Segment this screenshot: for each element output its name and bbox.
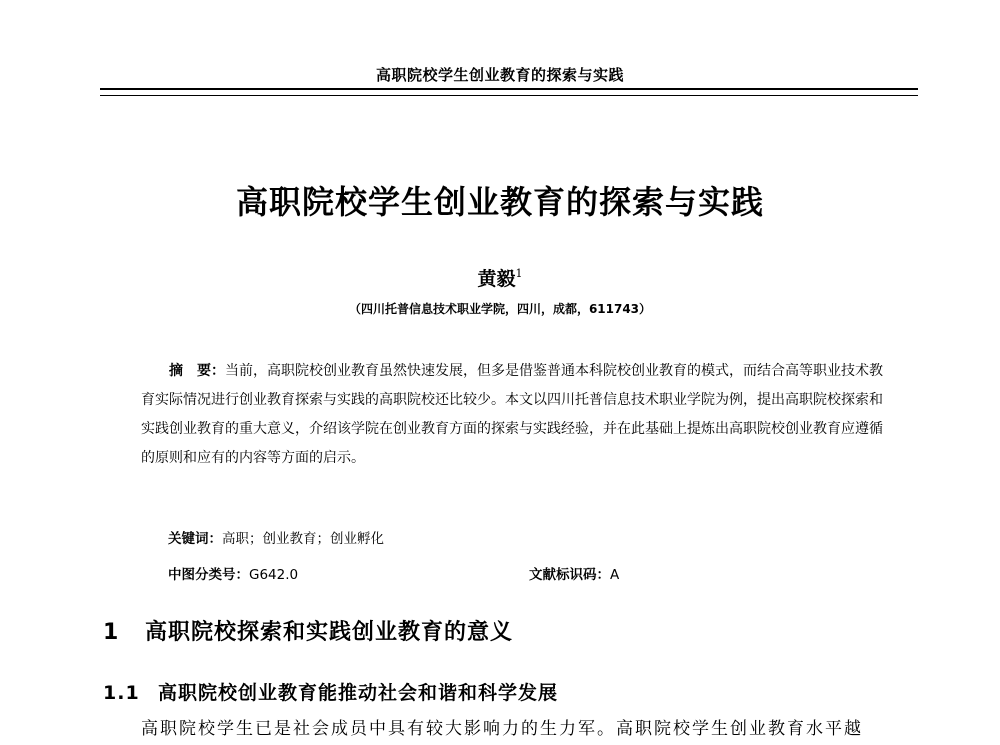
clc-value: G642.0	[249, 567, 299, 583]
section-number: 1	[103, 620, 120, 645]
section-title: 高职院校探索和实践创业教育的意义	[145, 620, 514, 645]
affiliation: （四川托普信息技术职业学院，四川，成都，611743）	[348, 302, 652, 316]
section-heading-1	[103, 615, 513, 646]
running-header: 高职院校学生创业教育的探索与实践	[375, 66, 624, 84]
abstract	[141, 357, 883, 473]
subsection-heading-1-1	[103, 678, 558, 705]
author-footnote-mark: 1	[515, 267, 523, 280]
document-code-label: 文献标识码：	[529, 567, 610, 583]
author-name: 黄毅	[477, 268, 516, 290]
header-rule-thick	[100, 88, 918, 90]
subsection-number: 1.1	[103, 682, 140, 704]
document-code-value: A	[610, 567, 620, 583]
clc-label: 中图分类号：	[168, 567, 249, 583]
subsection-title: 高职院校创业教育能推动社会和谐和科学发展	[158, 682, 559, 704]
clc-number	[168, 563, 298, 583]
abstract-label: 摘 要：	[169, 363, 225, 379]
keywords-label: 关键词：	[168, 531, 222, 547]
keywords	[168, 527, 384, 547]
document-code	[529, 563, 619, 583]
header-rule-thin	[100, 95, 918, 96]
body-paragraph: 高职院校学生已是社会成员中具有较大影响力的生力军。高职院校学生创业教育水平越	[141, 719, 863, 739]
author	[0, 264, 1000, 291]
abstract-text: 当前，高职院校创业教育虽然快速发展，但多是借鉴普通本科院校创业教育的模式，而结合高等职业技术教育实际情况进行创业教育探索与实践的高职院校还比较少。本文以四川托普信息技术职业学院为例，提出高职院校探索和实践创业教育的重大意义，介绍该学院在创业教育方面的探索与实践经验，并在此基础上提炼出高职院校创业教育应遵循的原则和应有的内容等方面的启示。	[141, 363, 883, 466]
paper-title: 高职院校学生创业教育的探索与实践	[235, 183, 764, 221]
keywords-value: 高职；创业教育；创业孵化	[222, 531, 384, 547]
